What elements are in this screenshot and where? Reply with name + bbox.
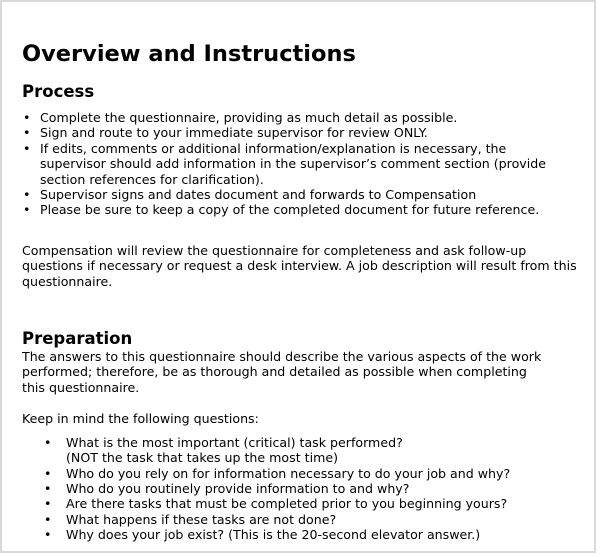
- process-item: • If edits, comments or additional information/explanation is necessary, the supervisor should add information in the supervisor’s comment section (provide section references for clarification).: [22, 141, 574, 187]
- document-content: [22, 40, 580, 543]
- questions-intro: Keep in mind the following questions:: [22, 411, 259, 427]
- process-heading: Process: [22, 82, 95, 101]
- question-item: • Are there tasks that must be completed prior to you beginning yours?: [22, 496, 580, 511]
- preparation-heading: Preparation: [22, 329, 133, 349]
- questions-list-continued: [22, 466, 580, 543]
- process-list: [22, 110, 574, 218]
- question-item: • Who do you rely on for information necessary to do your job and why?: [22, 466, 580, 481]
- question-item: • Who do you routinely provide information to and why?: [22, 481, 580, 496]
- question-item: • What happens if these tasks are not done?: [22, 512, 580, 527]
- question-item: • Why does your job exist? (This is the 20-second elevator answer.): [22, 527, 580, 542]
- preparation-paragraph: The answers to this questionnaire should describe the various aspects of the work performed; therefore, be as thorough and detailed as possible when completing this questionnaire.: [22, 349, 542, 395]
- process-item: • Supervisor signs and dates document and forwards to Compensation: [22, 187, 574, 202]
- process-item: • Complete the questionnaire, providing as much detail as possible.: [22, 110, 574, 125]
- questions-list: [22, 435, 580, 450]
- compensation-paragraph: Compensation will review the questionnaire for completeness and ask follow-up questions if necessary or request a desk interview. A job description will result from this questionnaire.: [22, 242, 577, 289]
- question-item: • What is the most important (critical) task performed?: [22, 435, 580, 450]
- process-item: • Please be sure to keep a copy of the completed document for future reference.: [22, 202, 574, 217]
- question-note: (NOT the task that takes up the most time): [66, 450, 339, 466]
- page-title: Overview and Instructions: [22, 41, 356, 67]
- process-item: • Sign and route to your immediate supervisor for review ONLY.: [22, 125, 574, 140]
